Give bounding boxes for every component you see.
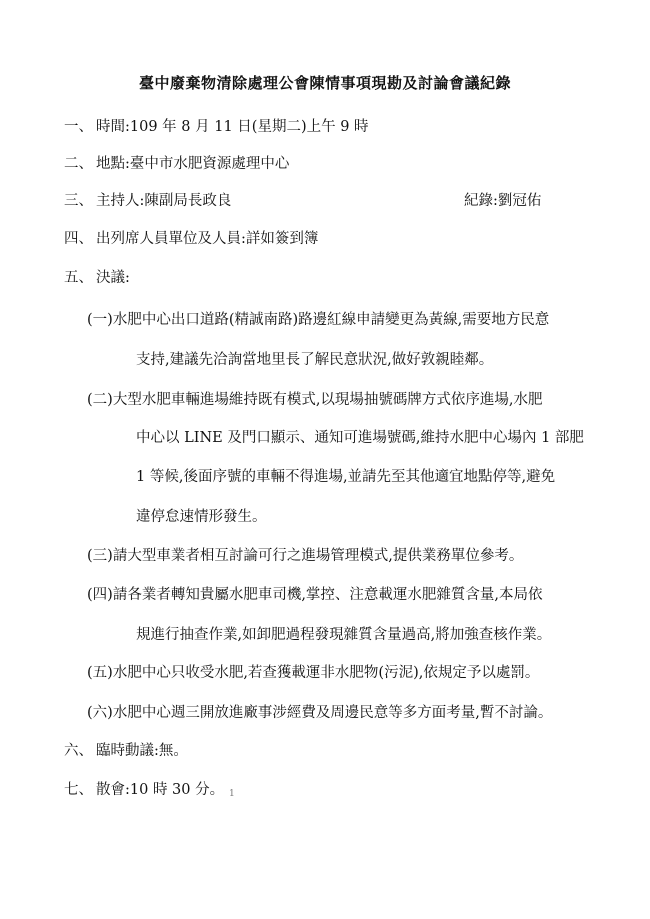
item-number: 一、 bbox=[64, 119, 93, 135]
item-text: 主持人:陳副局長政良 bbox=[96, 193, 232, 209]
resolution-2-line-2: 中心以 LINE 及門口顯示、通知可進場號碼,維持水肥中心場內 1 部肥 bbox=[136, 430, 584, 446]
item-text: 散會:10 時 30 分。 bbox=[96, 782, 225, 798]
resolution-4-line-2: 規進行抽查作業,如卸肥過程發現雜質含量過高,將加強查核作業。 bbox=[136, 627, 552, 643]
resolution-6-line-1: (六)水肥中心週三開放進廠事涉經費及周邊民意等多方面考量,暫不討論。 bbox=[87, 705, 553, 721]
item-text: 臨時動議:無。 bbox=[96, 743, 188, 759]
resolution-5-line-1: (五)水肥中心只收受水肥,若查獲載運非水肥物(污泥),依規定予以處罰。 bbox=[87, 665, 540, 681]
resolution-2-line-4: 違停怠速情形發生。 bbox=[136, 509, 267, 525]
item-number: 七、 bbox=[64, 782, 93, 798]
resolution-4-line-1: (四)請各業者轉知貴屬水肥車司機,掌控、注意載運水肥雜質含量,本局依 bbox=[87, 587, 543, 603]
resolution-1-line-1: (一)水肥中心出口道路(精誠南路)路邊紅線申請變更為黃線,需要地方民意 bbox=[87, 312, 550, 328]
item-number: 六、 bbox=[64, 743, 93, 759]
resolution-2-line-3: 1 等候,後面序號的車輛不得進場,並請先至其他適宜地點停等,避免 bbox=[136, 469, 556, 485]
resolution-2-line-1: (二)大型水肥車輛進場維持既有模式,以現場抽號碼牌方式依序進場,水肥 bbox=[87, 392, 543, 408]
item-number: 二、 bbox=[64, 156, 93, 172]
item-text: 決議: bbox=[96, 270, 130, 286]
item-text: 出列席人員單位及人員:詳如簽到簿 bbox=[96, 231, 319, 247]
item-time bbox=[64, 117, 624, 137]
recorder-text: 紀錄:劉冠佑 bbox=[464, 193, 542, 209]
resolution-3-line-1: (三)請大型車業者相互討論可行之進場管理模式,提供業務單位參考。 bbox=[87, 548, 524, 564]
item-text: 時間:109 年 8 月 11 日(星期二)上午 9 時 bbox=[96, 119, 369, 135]
item-number: 四、 bbox=[64, 231, 93, 247]
item-number: 三、 bbox=[64, 193, 93, 209]
resolution-1-line-2: 支持,建議先洽詢當地里長了解民意狀況,做好敦親睦鄰。 bbox=[136, 352, 494, 368]
item-adjourn bbox=[64, 780, 624, 800]
item-number: 五、 bbox=[64, 270, 93, 286]
item-attendees bbox=[64, 229, 624, 249]
item-place bbox=[64, 154, 624, 174]
item-chair bbox=[64, 191, 624, 211]
item-text: 地點:臺中市水肥資源處理中心 bbox=[96, 156, 290, 172]
item-resolutions bbox=[64, 268, 624, 288]
document-title: 臺中廢棄物清除處理公會陳情事項現勘及討論會議紀錄 bbox=[138, 74, 511, 92]
item-motions bbox=[64, 741, 624, 761]
stray-mark: 1 bbox=[229, 789, 235, 799]
